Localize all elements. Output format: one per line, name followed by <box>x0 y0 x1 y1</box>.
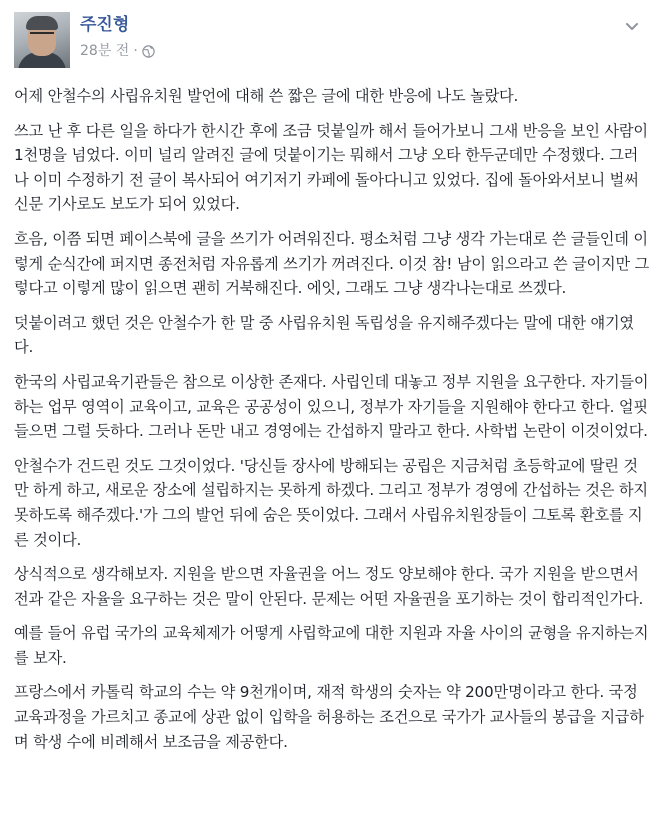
post-paragraph: 흐음, 이쯤 되면 페이스북에 글을 쓰기가 어려워진다. 평소처럼 그냥 생각 가는대로 쓴 글들인데 이렇게 순식간에 퍼지면 종전처럼 자유롭게 쓰기가 꺼려진다. 이것 참! 남이 읽으라고 쓴 글이지만 그렇다고 이렇게 많이 읽으면 괜히 거북해진다. 에잇, 그래도 그냥 생각나는대로 쓰겠다. <box>14 229 650 298</box>
author-name[interactable]: 주진형 <box>80 15 130 35</box>
meta-separator: · <box>133 43 138 59</box>
post-timestamp[interactable]: 28분 전 <box>80 43 130 59</box>
post-header <box>14 12 646 68</box>
post-paragraph: 예를 들어 유럽 국가의 교육체제가 어떻게 사립학교에 대한 지원과 자율 사이의 균형을 유지하는지를 보자. <box>14 624 649 667</box>
post-paragraph: 프랑스에서 카톨릭 학교의 수는 약 9천개이며, 재적 학생의 숫자는 약 200만명이라고 한다. 국정 교육과정을 가르치고 종교에 상관 없이 입학을 허용하는 조건으로 국가가 교사들의 봉급을 지급하며 학생 수에 비례해서 보조금을 제공한다. <box>14 683 644 751</box>
post-paragraph: 쓰고 난 후 다른 일을 하다가 한시간 후에 조금 덧붙일까 해서 들어가보니 그새 반응을 보인 사람이 1천명을 넘었다. 이미 널리 알려진 글에 덧붙이기는 뭐해서 그냥 오타 한두군데만 수정했다. 그러나 이미 수정하기 전 글이 복사되어 여기저기 카페에 돌아다니고 있었다. 집에 돌아와서보니 벌써 신문 기사로도 보도가 되어 있었다. <box>14 121 648 214</box>
post-paragraph: 한국의 사립교육기관들은 참으로 이상한 존재다. 사립인데 대놓고 정부 지원을 요구한다. 자기들이 하는 업무 영역이 교육이고, 교육은 공공성이 있으니, 정부가 자기들을 지원해야 한다고 한다. 얼핏 들으면 그럴 듯하다. 그러나 돈만 내고 경영에는 간섭하지 말라고 한다. 사학법 논란이 이것이었다. <box>14 372 649 441</box>
post-paragraph: 덧붙이려고 했던 것은 안철수가 한 말 중 사립유치원 독립성을 유지해주겠다는 말에 대한 얘기였다. <box>14 313 634 357</box>
chevron-down-icon[interactable] <box>622 16 642 36</box>
post-body <box>14 84 650 764</box>
post-paragraph: 안철수가 건드린 것도 그것이었다. '당신들 장사에 방해되는 공립은 지금처럼 초등학교에 딸린 것만 하게 하고, 새로운 장소에 설립하지는 못하게 하겠다. 그리고 정부가 경영에 간섭하는 것은 하지 못하도록 해주겠다.'가 그의 발언 뒤에 숨은 뜻이었다. 그래서 사립유치원장들이 그토록 환호를 지른 것이다. <box>14 456 648 549</box>
avatar[interactable] <box>14 12 70 68</box>
post-paragraph: 어제 안철수의 사립유치원 발언에 대해 쓴 짧은 글에 대한 반응에 나도 놀랐다. <box>14 87 519 105</box>
post-meta <box>80 42 155 60</box>
globe-icon[interactable] <box>142 45 155 58</box>
post-paragraph: 상식적으로 생각해보자. 지원을 받으면 자율권을 어느 정도 양보해야 한다. 국가 지원을 받으면서 전과 같은 자율을 요구하는 것은 말이 안된다. 문제는 어떤 자율권을 포기하는 것이 합리적인가다. <box>14 565 644 608</box>
